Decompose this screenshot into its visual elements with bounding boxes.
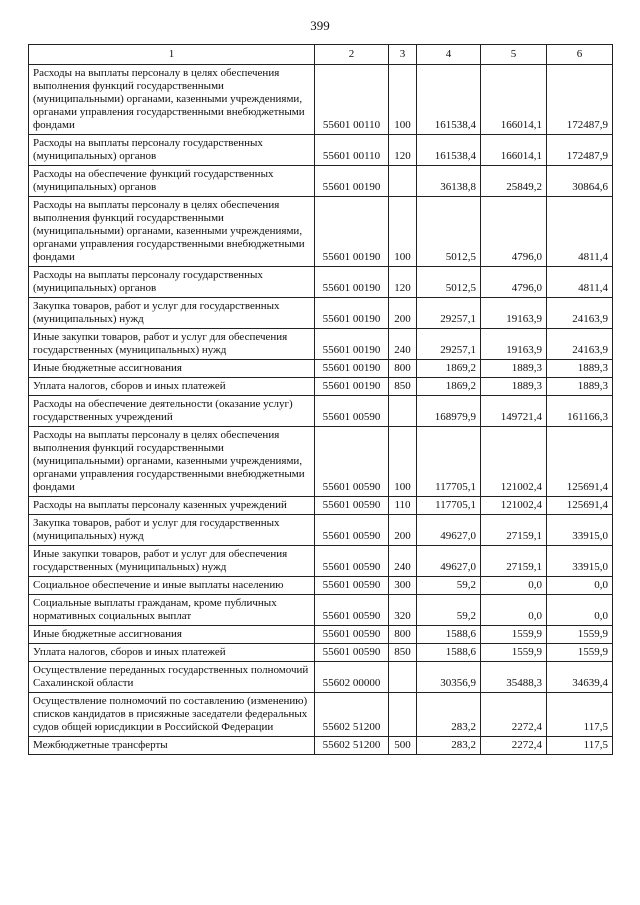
- row-name-cell: Расходы на выплаты персоналу казенных учреждений: [29, 497, 315, 515]
- row-value-col4-cell: 283,2: [417, 693, 481, 737]
- row-code-cell: 55601 00190: [315, 298, 389, 329]
- row-value-col5-cell: 4796,0: [481, 197, 547, 267]
- row-value-col4-cell: 49627,0: [417, 546, 481, 577]
- table-row: [29, 693, 613, 737]
- table-row: [29, 360, 613, 378]
- budget-table-container: [28, 44, 612, 755]
- table-row: [29, 577, 613, 595]
- row-value-col6-cell: 24163,9: [547, 329, 613, 360]
- row-value-col4-cell: 117705,1: [417, 497, 481, 515]
- row-value-col4-cell: 1588,6: [417, 626, 481, 644]
- row-value-col4-cell: 59,2: [417, 577, 481, 595]
- row-value-col6-cell: 33915,0: [547, 546, 613, 577]
- row-value-col5-cell: 25849,2: [481, 166, 547, 197]
- row-type-cell: [389, 396, 417, 427]
- row-code-cell: 55601 00590: [315, 396, 389, 427]
- row-value-col5-cell: 121002,4: [481, 427, 547, 497]
- table-row: [29, 378, 613, 396]
- row-type-cell: 300: [389, 577, 417, 595]
- row-type-cell: 320: [389, 595, 417, 626]
- column-header-6: 6: [547, 45, 613, 65]
- row-value-col6-cell: 172487,9: [547, 65, 613, 135]
- row-value-col5-cell: 2272,4: [481, 693, 547, 737]
- row-type-cell: [389, 662, 417, 693]
- row-value-col6-cell: 125691,4: [547, 427, 613, 497]
- row-value-col6-cell: 1889,3: [547, 360, 613, 378]
- row-type-cell: 110: [389, 497, 417, 515]
- table-row: [29, 65, 613, 135]
- row-value-col6-cell: 4811,4: [547, 267, 613, 298]
- row-value-col6-cell: 117,5: [547, 693, 613, 737]
- row-value-col5-cell: 166014,1: [481, 135, 547, 166]
- row-type-cell: [389, 693, 417, 737]
- table-row: [29, 166, 613, 197]
- row-value-col6-cell: 33915,0: [547, 515, 613, 546]
- row-type-cell: 850: [389, 644, 417, 662]
- row-name-cell: Иные бюджетные ассигнования: [29, 360, 315, 378]
- row-value-col4-cell: 5012,5: [417, 197, 481, 267]
- row-type-cell: 100: [389, 427, 417, 497]
- row-value-col4-cell: 161538,4: [417, 135, 481, 166]
- row-name-cell: Уплата налогов, сборов и иных платежей: [29, 644, 315, 662]
- row-code-cell: 55601 00590: [315, 595, 389, 626]
- row-type-cell: 500: [389, 737, 417, 755]
- column-header-5: 5: [481, 45, 547, 65]
- row-type-cell: 850: [389, 378, 417, 396]
- row-value-col4-cell: 1588,6: [417, 644, 481, 662]
- row-type-cell: 120: [389, 267, 417, 298]
- row-name-cell: Закупка товаров, работ и услуг для государственных (муниципальных) нужд: [29, 515, 315, 546]
- row-value-col6-cell: 161166,3: [547, 396, 613, 427]
- row-code-cell: 55601 00590: [315, 626, 389, 644]
- row-name-cell: Расходы на выплаты персоналу государственных (муниципальных) органов: [29, 135, 315, 166]
- row-value-col6-cell: 172487,9: [547, 135, 613, 166]
- row-value-col5-cell: 1559,9: [481, 644, 547, 662]
- row-value-col4-cell: 161538,4: [417, 65, 481, 135]
- row-value-col6-cell: 1559,9: [547, 626, 613, 644]
- row-type-cell: 800: [389, 626, 417, 644]
- row-name-cell: Иные закупки товаров, работ и услуг для обеспечения государственных (муниципальных) нужд: [29, 546, 315, 577]
- row-value-col5-cell: 27159,1: [481, 515, 547, 546]
- row-name-cell: Расходы на обеспечение функций государственных (муниципальных) органов: [29, 166, 315, 197]
- row-name-cell: Иные бюджетные ассигнования: [29, 626, 315, 644]
- row-code-cell: 55601 00590: [315, 577, 389, 595]
- row-type-cell: 240: [389, 329, 417, 360]
- row-type-cell: 120: [389, 135, 417, 166]
- table-row: [29, 644, 613, 662]
- budget-table: [28, 44, 613, 755]
- row-name-cell: Социальные выплаты гражданам, кроме публичных нормативных социальных выплат: [29, 595, 315, 626]
- row-value-col6-cell: 0,0: [547, 577, 613, 595]
- row-value-col5-cell: 19163,9: [481, 329, 547, 360]
- row-type-cell: 200: [389, 298, 417, 329]
- column-header-3: 3: [389, 45, 417, 65]
- row-value-col5-cell: 166014,1: [481, 65, 547, 135]
- row-name-cell: Расходы на выплаты персоналу в целях обеспечения выполнения функций государственными (муниципальными) органами, казенными учреждениями, органами управления государственными внебюджетными фондами: [29, 427, 315, 497]
- row-value-col4-cell: 59,2: [417, 595, 481, 626]
- row-value-col6-cell: 30864,6: [547, 166, 613, 197]
- row-code-cell: 55601 00190: [315, 329, 389, 360]
- row-type-cell: 240: [389, 546, 417, 577]
- row-type-cell: 100: [389, 65, 417, 135]
- row-code-cell: 55601 00110: [315, 65, 389, 135]
- row-type-cell: 100: [389, 197, 417, 267]
- table-row: [29, 662, 613, 693]
- row-value-col6-cell: 1559,9: [547, 644, 613, 662]
- row-code-cell: 55602 51200: [315, 693, 389, 737]
- row-value-col5-cell: 149721,4: [481, 396, 547, 427]
- row-code-cell: 55601 00590: [315, 497, 389, 515]
- table-body: [29, 65, 613, 755]
- table-row: [29, 737, 613, 755]
- row-value-col4-cell: 29257,1: [417, 298, 481, 329]
- row-name-cell: Расходы на выплаты персоналу государственных (муниципальных) органов: [29, 267, 315, 298]
- table-row: [29, 546, 613, 577]
- table-row: [29, 197, 613, 267]
- table-row: [29, 515, 613, 546]
- row-value-col5-cell: 121002,4: [481, 497, 547, 515]
- row-value-col5-cell: 1889,3: [481, 378, 547, 396]
- table-header-row: [29, 45, 613, 65]
- row-code-cell: 55601 00110: [315, 135, 389, 166]
- row-name-cell: Расходы на обеспечение деятельности (оказание услуг) государственных учреждений: [29, 396, 315, 427]
- table-row: [29, 396, 613, 427]
- row-value-col5-cell: 27159,1: [481, 546, 547, 577]
- row-value-col5-cell: 0,0: [481, 595, 547, 626]
- row-code-cell: 55601 00190: [315, 166, 389, 197]
- row-value-col6-cell: 125691,4: [547, 497, 613, 515]
- row-code-cell: 55601 00590: [315, 427, 389, 497]
- row-code-cell: 55601 00590: [315, 546, 389, 577]
- table-row: [29, 595, 613, 626]
- row-value-col6-cell: 4811,4: [547, 197, 613, 267]
- table-row: [29, 626, 613, 644]
- row-code-cell: 55601 00190: [315, 267, 389, 298]
- row-value-col6-cell: 1889,3: [547, 378, 613, 396]
- column-header-1: 1: [29, 45, 315, 65]
- row-value-col5-cell: 2272,4: [481, 737, 547, 755]
- table-row: [29, 427, 613, 497]
- column-header-4: 4: [417, 45, 481, 65]
- row-value-col4-cell: 1869,2: [417, 378, 481, 396]
- row-code-cell: 55601 00190: [315, 378, 389, 396]
- row-code-cell: 55602 51200: [315, 737, 389, 755]
- row-code-cell: 55601 00590: [315, 515, 389, 546]
- page-number: 399: [310, 18, 330, 33]
- row-value-col6-cell: 34639,4: [547, 662, 613, 693]
- row-value-col4-cell: 29257,1: [417, 329, 481, 360]
- table-row: [29, 298, 613, 329]
- table-row: [29, 497, 613, 515]
- row-code-cell: 55601 00190: [315, 197, 389, 267]
- row-value-col4-cell: 30356,9: [417, 662, 481, 693]
- row-name-cell: Расходы на выплаты персоналу в целях обеспечения выполнения функций государственными (муниципальными) органами, казенными учреждениями, органами управления государственными внебюджетными фондами: [29, 197, 315, 267]
- row-name-cell: Закупка товаров, работ и услуг для государственных (муниципальных) нужд: [29, 298, 315, 329]
- row-value-col5-cell: 4796,0: [481, 267, 547, 298]
- column-header-2: 2: [315, 45, 389, 65]
- row-value-col5-cell: 35488,3: [481, 662, 547, 693]
- table-row: [29, 329, 613, 360]
- row-value-col6-cell: 117,5: [547, 737, 613, 755]
- row-value-col4-cell: 1869,2: [417, 360, 481, 378]
- row-name-cell: Расходы на выплаты персоналу в целях обеспечения выполнения функций государственными (муниципальными) органами, казенными учреждениями, органами управления государственными внебюджетными фондами: [29, 65, 315, 135]
- row-value-col5-cell: 19163,9: [481, 298, 547, 329]
- row-value-col6-cell: 24163,9: [547, 298, 613, 329]
- row-value-col4-cell: 5012,5: [417, 267, 481, 298]
- row-name-cell: Уплата налогов, сборов и иных платежей: [29, 378, 315, 396]
- row-type-cell: 800: [389, 360, 417, 378]
- row-code-cell: 55602 00000: [315, 662, 389, 693]
- row-code-cell: 55601 00190: [315, 360, 389, 378]
- row-type-cell: 200: [389, 515, 417, 546]
- row-value-col4-cell: 36138,8: [417, 166, 481, 197]
- table-row: [29, 135, 613, 166]
- row-value-col4-cell: 49627,0: [417, 515, 481, 546]
- row-value-col5-cell: 1559,9: [481, 626, 547, 644]
- row-type-cell: [389, 166, 417, 197]
- row-value-col5-cell: 1889,3: [481, 360, 547, 378]
- row-name-cell: Осуществление переданных государственных полномочий Сахалинской области: [29, 662, 315, 693]
- row-name-cell: Иные закупки товаров, работ и услуг для обеспечения государственных (муниципальных) нужд: [29, 329, 315, 360]
- row-name-cell: Социальное обеспечение и иные выплаты населению: [29, 577, 315, 595]
- row-value-col5-cell: 0,0: [481, 577, 547, 595]
- row-value-col4-cell: 117705,1: [417, 427, 481, 497]
- table-row: [29, 267, 613, 298]
- row-name-cell: Осуществление полномочий по составлению (изменению) списков кандидатов в присяжные заседатели федеральных судов общей юрисдикции в Российской Федерации: [29, 693, 315, 737]
- row-name-cell: Межбюджетные трансферты: [29, 737, 315, 755]
- row-code-cell: 55601 00590: [315, 644, 389, 662]
- row-value-col6-cell: 0,0: [547, 595, 613, 626]
- row-value-col4-cell: 168979,9: [417, 396, 481, 427]
- row-value-col4-cell: 283,2: [417, 737, 481, 755]
